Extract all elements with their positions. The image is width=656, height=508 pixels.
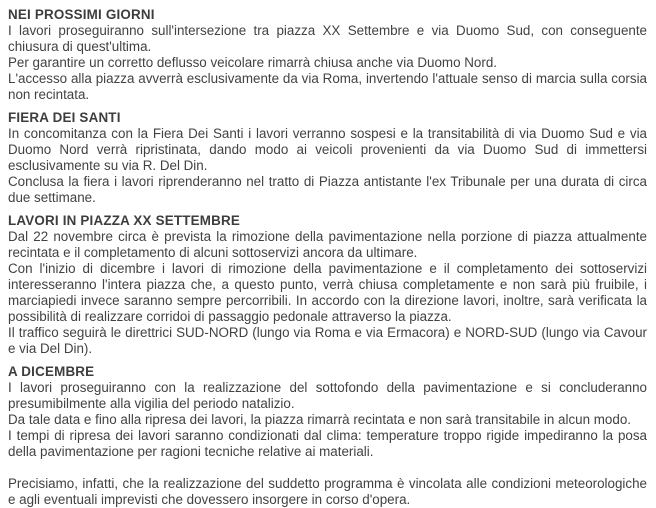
paragraph: L'accesso alla piazza avverrà esclusivamente da via Roma, invertendo l'attuale senso di marcia sulla corsia non recintata.	[8, 71, 647, 102]
paragraph: Da tale data e fino alla ripresa dei lavori, la piazza rimarrà recintata e non sarà transitabile in alcun modo.	[8, 412, 631, 427]
paragraph: Per garantire un corretto deflusso veicolare rimarrà chiusa anche via Duomo Nord.	[8, 55, 497, 70]
section-heading: LAVORI IN PIAZZA XX SETTEMBRE	[8, 213, 240, 228]
paragraph: Precisiamo, infatti, che la realizzazione del suddetto programma è vincolata alle condizioni meteorologiche e agli eventuali imprevisti che dovessero insorgere in corso d'opera.	[8, 476, 647, 507]
section-heading: FIERA DEI SANTI	[8, 110, 121, 125]
section-lavori-in-piazza-xx-settembre	[8, 213, 647, 357]
paragraph: I lavori proseguiranno con la realizzazione del sottofondo della pavimentazione e si concluderanno presumibilmente alla vigilia del periodo natalizio.	[8, 380, 647, 411]
section-fiera-dei-santi	[8, 110, 647, 206]
paragraph: In concomitanza con la Fiera Dei Santi i lavori verranno sospesi e la transitabilità di via Duomo Sud e via Duomo Nord verrà ripristinata, dando modo ai veicoli provenienti da via Duomo Sud di immettersi esclusivamente su via R. Del Din.	[8, 126, 647, 173]
section-nei-prossimi-giorni	[8, 7, 647, 103]
paragraph: Dal 22 novembre circa è prevista la rimozione della pavimentazione nella porzione di piazza attualmente recintata e il completamento di alcuni sottoservizi ancora da ultimare.	[8, 229, 647, 260]
section-a-dicembre	[8, 364, 647, 508]
section-heading: A DICEMBRE	[8, 364, 95, 379]
section-heading: NEI PROSSIMI GIORNI	[8, 7, 155, 22]
paragraph: Con l'inizio di dicembre i lavori di rimozione della pavimentazione e il completamento dei sottoservizi interesseranno l'intera piazza che, a questo punto, verrà chiusa completamente e non sarà più fruibile, i marciapiedi invece saranno sempre percorribili. In accordo con la direzione lavori, inoltre, sarà verificata la possibilità di realizzare corridoi di passaggio pedonale attraverso la piazza.	[8, 261, 647, 324]
paragraph: I lavori proseguiranno sull'intersezione tra piazza XX Settembre e via Duomo Sud, con conseguente chiusura di quest'ultima.	[8, 23, 647, 54]
paragraph: Il traffico seguirà le direttrici SUD-NORD (lungo via Roma e via Ermacora) e NORD-SUD (lungo via Cavour e via Del Din).	[8, 325, 647, 356]
paragraph: Conclusa la fiera i lavori riprenderanno nel tratto di Piazza antistante l'ex Tribunale per una durata di circa due settimane.	[8, 174, 647, 205]
paragraph: I tempi di ripresa dei lavori saranno condizionati dal clima: temperature troppo rigide impediranno la posa della pavimentazione per ragioni tecniche relative ai materiali.	[8, 428, 647, 459]
